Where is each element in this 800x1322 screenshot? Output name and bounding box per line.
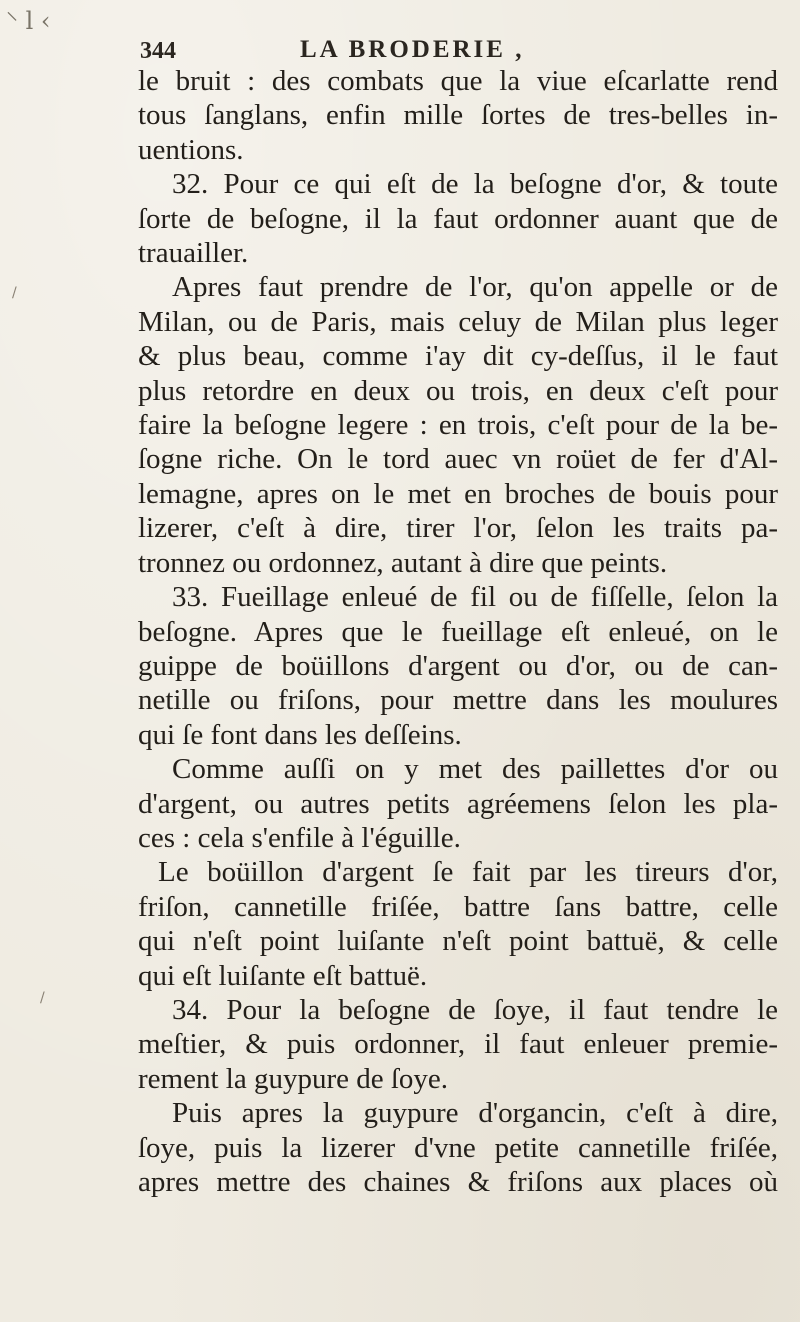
text-line: 33. Fueillage enleué de fil ou de fiſſelle, ſelon la bbox=[172, 581, 778, 614]
text-line: friſon, cannetille friſée, battre ſans battre, celle bbox=[138, 890, 778, 923]
text-line: plus retordre en deux ou trois, en deux c'eſt pour bbox=[138, 374, 778, 407]
text-line: ſogne riche. On le tord auec vn roüet de fer d'Al- bbox=[138, 443, 778, 476]
text-line: Comme auſſi on y met des paillettes d'or ou bbox=[172, 753, 778, 786]
text-line: tous ſanglans, enfin mille ſortes de tres-belles in- bbox=[138, 99, 778, 132]
text-line: guippe de boüillons d'argent ou d'or, ou de can- bbox=[138, 649, 778, 682]
text-line: le bruit : des combats que la viue eſcarlatte rend bbox=[138, 65, 778, 97]
text-line: rement la guypure de ſoye. bbox=[138, 1062, 449, 1095]
text-line: Apres faut prendre de l'or, qu'on appelle or de bbox=[172, 271, 778, 304]
text-line: 34. Pour la beſogne de ſoye, il faut tendre le bbox=[172, 993, 778, 1026]
text-line: 32. Pour ce qui eſt de la beſogne d'or, & toute bbox=[172, 168, 778, 201]
text-line: qui ſe font dans les deſſeins. bbox=[138, 718, 462, 751]
text-line: apres mettre des chaines & friſons aux places où bbox=[138, 1166, 778, 1198]
text-line: tronnez ou ordonnez, autant à dire que peints. bbox=[138, 546, 668, 579]
page-number: 344 bbox=[140, 38, 176, 64]
text-line: Puis apres la guypure d'organcin, c'eſt à dire, bbox=[172, 1097, 778, 1130]
text-line: ſoye, puis la lizerer d'vne petite cannetille friſée, bbox=[138, 1131, 778, 1164]
running-title: LA BRODERIE , bbox=[300, 36, 525, 63]
text-line: faire la beſogne legere : en trois, c'eſt pour de la be- bbox=[138, 409, 778, 442]
edge-mark: ⸌ l ‹ bbox=[6, 7, 51, 35]
text-line: Le boüillon d'argent ſe fait par les tireurs d'or, bbox=[158, 856, 778, 889]
text-line: qui n'eſt point luiſante n'eſt point battuë, & celle bbox=[138, 925, 778, 958]
text-line: meſtier, & puis ordonner, il faut enleuer premie- bbox=[138, 1028, 778, 1061]
margin-mark: / bbox=[12, 285, 17, 301]
text-line: lizerer, c'eſt à dire, tirer l'or, ſelon les traits pa- bbox=[138, 512, 778, 545]
text-line: ſorte de beſogne, il la faut ordonner auant que de bbox=[138, 202, 778, 235]
margin-mark: / bbox=[40, 990, 45, 1006]
text-line: lemagne, apres on le met en broches de bouis pour bbox=[138, 477, 778, 510]
text-line: trauailler. bbox=[138, 237, 249, 270]
text-line: qui eſt luiſante eſt battuë. bbox=[138, 959, 428, 992]
text-line: netille ou friſons, pour mettre dans les moulures bbox=[138, 684, 778, 717]
text-line: beſogne. Apres que le fueillage eſt enleué, on le bbox=[138, 615, 778, 648]
text-line: ces : cela s'enfile à l'éguille. bbox=[138, 821, 461, 854]
text-line: uentions. bbox=[138, 133, 244, 166]
body-text bbox=[138, 64, 778, 1199]
text-line: Milan, ou de Paris, mais celuy de Milan plus leger bbox=[138, 305, 778, 338]
text-line: d'argent, ou autres petits agréemens ſelon les pla- bbox=[138, 787, 778, 820]
text-line: & plus beau, comme i'ay dit cy-deſſus, il le faut bbox=[138, 340, 778, 373]
